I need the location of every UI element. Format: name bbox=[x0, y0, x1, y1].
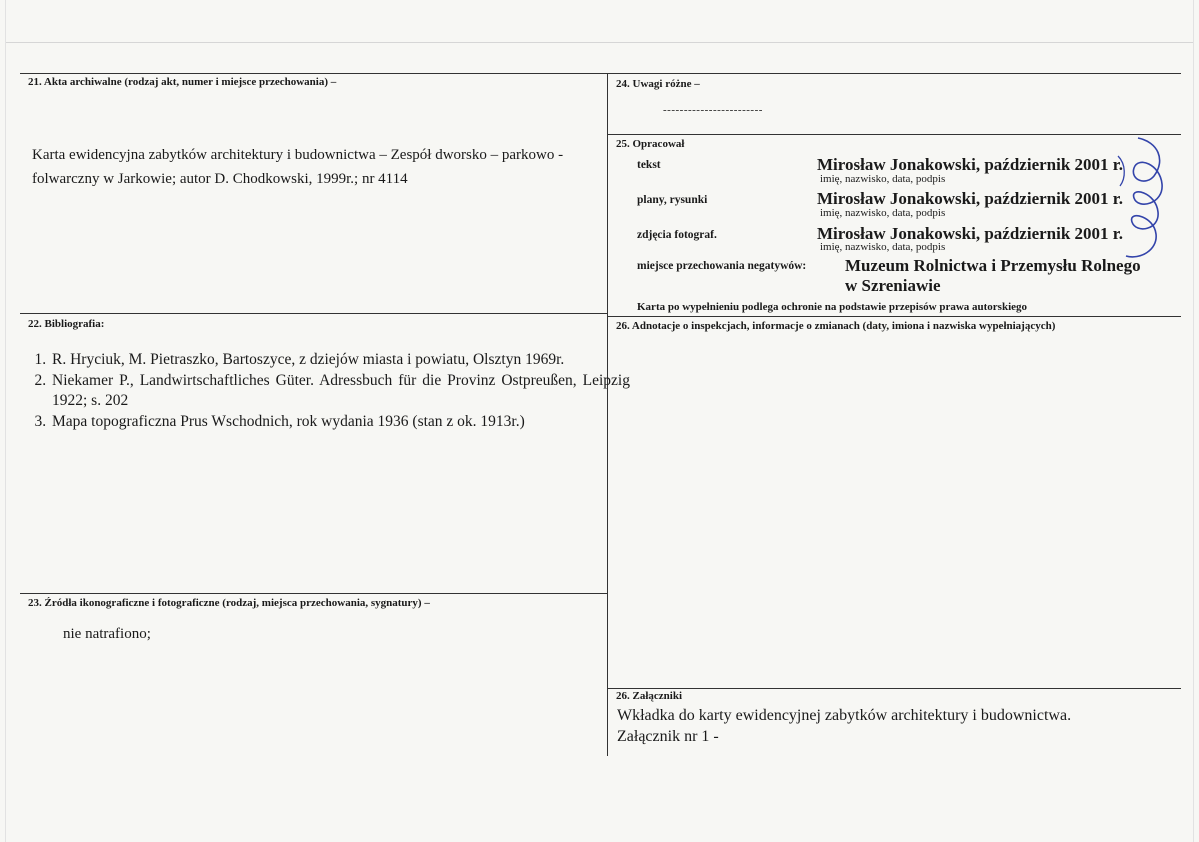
bibliography-item: 2. Niekamer P., Landwirtschaftliches Güter. Adressbuch für die Provinz Ostpreußen, Leipzig 1922; s. 202 bbox=[50, 371, 630, 412]
divider-21-top bbox=[20, 73, 608, 74]
divider-24-top bbox=[608, 73, 1181, 74]
bibliography-item: 1. R. Hryciuk, M. Pietraszko, Bartoszyce, z dziejów miasta i powiatu, Olsztyn 1969r. bbox=[50, 350, 630, 371]
prepared-photos-label: zdjęcia fotograf. bbox=[637, 229, 717, 241]
bibliography-item: 3. Mapa topograficzna Prus Wschodnich, rok wydania 1936 (stan z ok. 1913r.) bbox=[50, 412, 630, 433]
divider-26-top bbox=[608, 316, 1181, 317]
copyright-note: Karta po wypełnieniu podlega ochronie na podstawie przepisów prawa autorskiego bbox=[637, 301, 1028, 313]
prepared-text-value: Mirosław Jonakowski, październik 2001 r. bbox=[817, 155, 1124, 174]
negatives-label: miejsce przechowania negatywów: bbox=[637, 260, 807, 272]
attachments-line2: Załącznik nr 1 - bbox=[617, 728, 719, 745]
prepared-text-label: tekst bbox=[637, 159, 661, 171]
iconographic-header: 23. Źródła ikonograficzne i fotograficzne (rodzaj, miejsca przechowania, sygnatury) – bbox=[28, 597, 430, 609]
signature-mark bbox=[1108, 134, 1170, 266]
prepared-photos-hint: imię, nazwisko, data, podpis bbox=[820, 241, 946, 253]
archives-header: 21. Akta archiwalne (rodzaj akt, numer i miejsce przechowania) – bbox=[28, 76, 337, 88]
prepared-plans-label: plany, rysunki bbox=[637, 194, 708, 206]
attachments-line1: Wkładka do karty ewidencyjnej zabytków architektury i budownictwa. bbox=[617, 707, 1072, 724]
prepared-text-hint: imię, nazwisko, data, podpis bbox=[820, 173, 946, 185]
bibliography-header: 22. Bibliografia: bbox=[28, 318, 105, 330]
iconographic-text: nie natrafiono; bbox=[63, 626, 151, 642]
prepared-header: 25. Opracował bbox=[616, 138, 685, 150]
archives-text: Karta ewidencyjna zabytków architektury i budownictwa – Zespół dworsko – parkowo - folwarczny w Jarkowie; autor D. Chodkowski, 1999r.; nr 4114 bbox=[32, 147, 564, 187]
prepared-plans-hint: imię, nazwisko, data, podpis bbox=[820, 207, 946, 219]
annotations-header: 26. Adnotacje o inspekcjach, informacje o zmianach (daty, imiona i nazwiska wypełniających) bbox=[616, 320, 1056, 332]
divider-22-top bbox=[20, 313, 608, 314]
attachments-header: 26. Załączniki bbox=[616, 690, 683, 702]
negatives-value-line1: Muzeum Rolnictwa i Przemysłu Rolnego bbox=[845, 256, 1141, 275]
bibliography-list bbox=[24, 350, 630, 432]
prepared-plans-value: Mirosław Jonakowski, październik 2001 r. bbox=[817, 189, 1124, 208]
page-edge-left bbox=[5, 0, 6, 842]
remarks-header: 24. Uwagi różne – bbox=[616, 78, 700, 90]
negatives-value-line2: w Szreniawie bbox=[845, 276, 941, 295]
remarks-text: ------------------------ bbox=[663, 104, 763, 116]
page-edge-top bbox=[5, 42, 1194, 43]
divider-attachments-top bbox=[608, 688, 1181, 689]
divider-23-top bbox=[20, 593, 608, 594]
prepared-photos-value: Mirosław Jonakowski, październik 2001 r. bbox=[817, 224, 1124, 243]
page-edge-right bbox=[1193, 0, 1194, 842]
divider-25-top bbox=[608, 134, 1181, 135]
